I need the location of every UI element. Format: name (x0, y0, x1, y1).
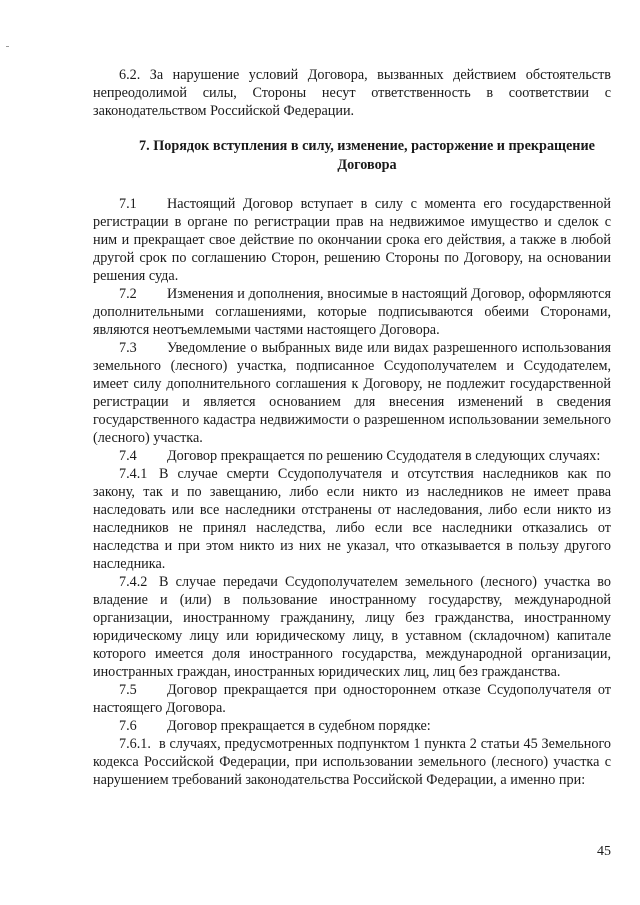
paragraph-7-1 (93, 195, 611, 285)
clause-number: 7.4.1 (119, 466, 148, 482)
clause-number: 7.2 (119, 286, 137, 302)
paragraph-7-4 (93, 447, 611, 465)
paragraph-7-5 (93, 681, 611, 717)
clause-number: 7.4 (119, 448, 137, 464)
paragraph-7-2 (93, 285, 611, 339)
clause-number: 7.6.1. (119, 736, 151, 752)
clause-number: 7.1 (119, 196, 137, 212)
clause-text: Настоящий Договор вступает в силу с момента его государственной регистрации в органе по регистрации прав на недвижимое имущество и сделок с ним и прекращает свое действие по окончании срока его действия, а также в любой другой срок по соглашению Сторон, решению Стороны по Договору, на основании решения суда. (93, 196, 611, 284)
clause-text: Договор прекращается при одностороннем отказе Ссудополучателя от настоящего Договора. (93, 682, 611, 716)
clause-text: Договор прекращается в судебном порядке: (167, 718, 431, 734)
page-number: 45 (597, 844, 611, 859)
clause-number: 7.6 (119, 718, 137, 734)
clause-text: В случае передачи Ссудополучателем земельного (лесного) участка во владение и (или) в пользование иностранному государству, международной организации, иностранному гражданину, лицу без гражданства, иностранному юридическому лицу или юридическому лицу, в уставном (складочном) капитале которого имеется доля иностранного государства, международной организации, иностранных граждан, иностранных юридических лиц, лиц без гражданства. (93, 574, 611, 680)
clause-number: 7.3 (119, 340, 137, 356)
clause-text: Изменения и дополнения, вносимые в настоящий Договор, оформляются дополнительными соглашениями, которые подписываются обеими Сторонами, являются неотъемлемыми частями настоящего Договора. (93, 286, 611, 338)
clause-text: Уведомление о выбранных виде или видах разрешенного использования земельного (лесного) участка, подписанное Ссудополучателем и Ссудодателем, имеет силу дополнительного соглашения к Договору, не подлежит государственной регистрации и является основанием для внесения изменений в сведения государственного кадастра недвижимости о разрешенном использовании земельного (лесного) участка. (93, 340, 611, 446)
clause-text: Договор прекращается по решению Ссудодателя в следующих случаях: (167, 448, 601, 464)
scan-mark (6, 46, 9, 47)
clause-text: в случаях, предусмотренных подпунктом 1 пункта 2 статьи 45 Земельного кодекса Российской Федерации, при использовании земельного (лесного) участка с нарушением требований законодательства Российской Федерации, а именно при: (93, 736, 611, 788)
paragraph-6-2: 6.2. За нарушение условий Договора, вызванных действием обстоятельств непреодолимой силы, Стороны несут ответственность в соответствии с законодательством Российской Федерации. (93, 67, 611, 119)
paragraph-7-3 (93, 339, 611, 447)
clause-number: 7.5 (119, 682, 137, 698)
document-body (93, 66, 611, 789)
clause-text: В случае смерти Ссудополучателя и отсутствия наследников как по закону, так и по завещанию, либо если никто из наследников не имеет права наследовать или все наследники отстранены от наследования, либо если никто из наследников не принял наследства, либо если все наследники отказались от наследства и при этом никто из них не указал, что отказывается в пользу другого наследника. (93, 466, 611, 572)
paragraph-7-4-2 (93, 573, 611, 681)
paragraph-7-4-1 (93, 465, 611, 573)
paragraph-7-6-1 (93, 735, 611, 789)
paragraph-7-6 (93, 717, 611, 735)
clause-number: 7.4.2 (119, 574, 148, 590)
section-7-title: 7. Порядок вступления в силу, изменение, расторжение и прекращение Договора (139, 138, 595, 173)
